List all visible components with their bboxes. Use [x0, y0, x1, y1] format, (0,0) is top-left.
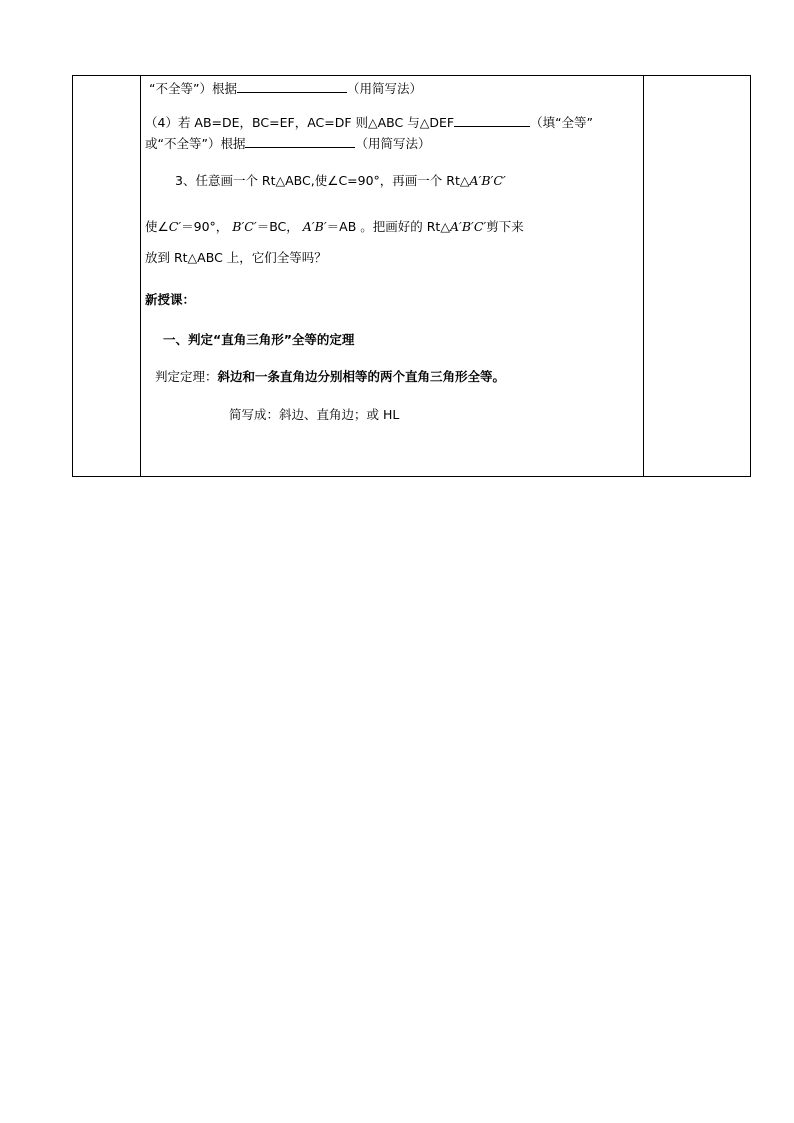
- prev-item-start: “不全等”）根据: [149, 81, 237, 96]
- item4-line: [145, 113, 593, 132]
- item4-line2-start: 或“不全等”）根据: [145, 136, 246, 151]
- triangle-label: A′B′C′: [469, 173, 506, 188]
- question3-text: 剪下来: [486, 219, 524, 234]
- theorem-text: 斜边和一条直角边分别相等的两个直角三角形全等。: [217, 369, 506, 384]
- item4-line2-end: （用简写法）: [355, 136, 431, 151]
- answer-blank[interactable]: [245, 134, 355, 148]
- triangle-label: A′B′C′: [449, 219, 487, 234]
- question3-line2: [145, 218, 524, 236]
- new-lesson-title: 新授课：: [145, 292, 196, 307]
- prev-item-line: [149, 79, 422, 98]
- table-left-column-divider: [140, 76, 141, 476]
- table-right-column-divider: [643, 76, 644, 476]
- abbreviation-line: 简写成：斜边、直角边；或 HL: [229, 407, 400, 422]
- item4-fill-hint: （填“全等”: [530, 115, 594, 130]
- prev-item-end: （用简写法）: [346, 81, 422, 96]
- theorem-line: [155, 368, 505, 386]
- section-heading: 一、判定“直角三角形”全等的定理: [163, 332, 355, 347]
- theorem-label: 判定定理：: [155, 369, 218, 384]
- question3-text: 3、任意画一个 Rt△ABC,使∠C=90°，再画一个 Rt△: [175, 173, 470, 188]
- question3-text: 使∠: [145, 219, 169, 234]
- answer-blank[interactable]: [237, 79, 347, 93]
- question3-text: ＝BC，: [256, 219, 299, 234]
- answer-blank[interactable]: [454, 113, 530, 127]
- item4-line2: [145, 134, 430, 153]
- question3-line3: 放到 Rt△ABC 上，它们全等吗？: [145, 250, 327, 265]
- segment-label: B′C′: [232, 219, 257, 234]
- question3-text: ＝90°，: [181, 219, 229, 234]
- angle-label: C′: [168, 219, 182, 234]
- question3-text: ＝AB 。把画好的 Rt△: [326, 219, 450, 234]
- question3-line1: [175, 172, 506, 190]
- item4-text: （4）若 AB=DE，BC=EF，AC=DF 则△ABC 与△DEF: [145, 115, 455, 130]
- segment-label: A′B′: [302, 219, 327, 234]
